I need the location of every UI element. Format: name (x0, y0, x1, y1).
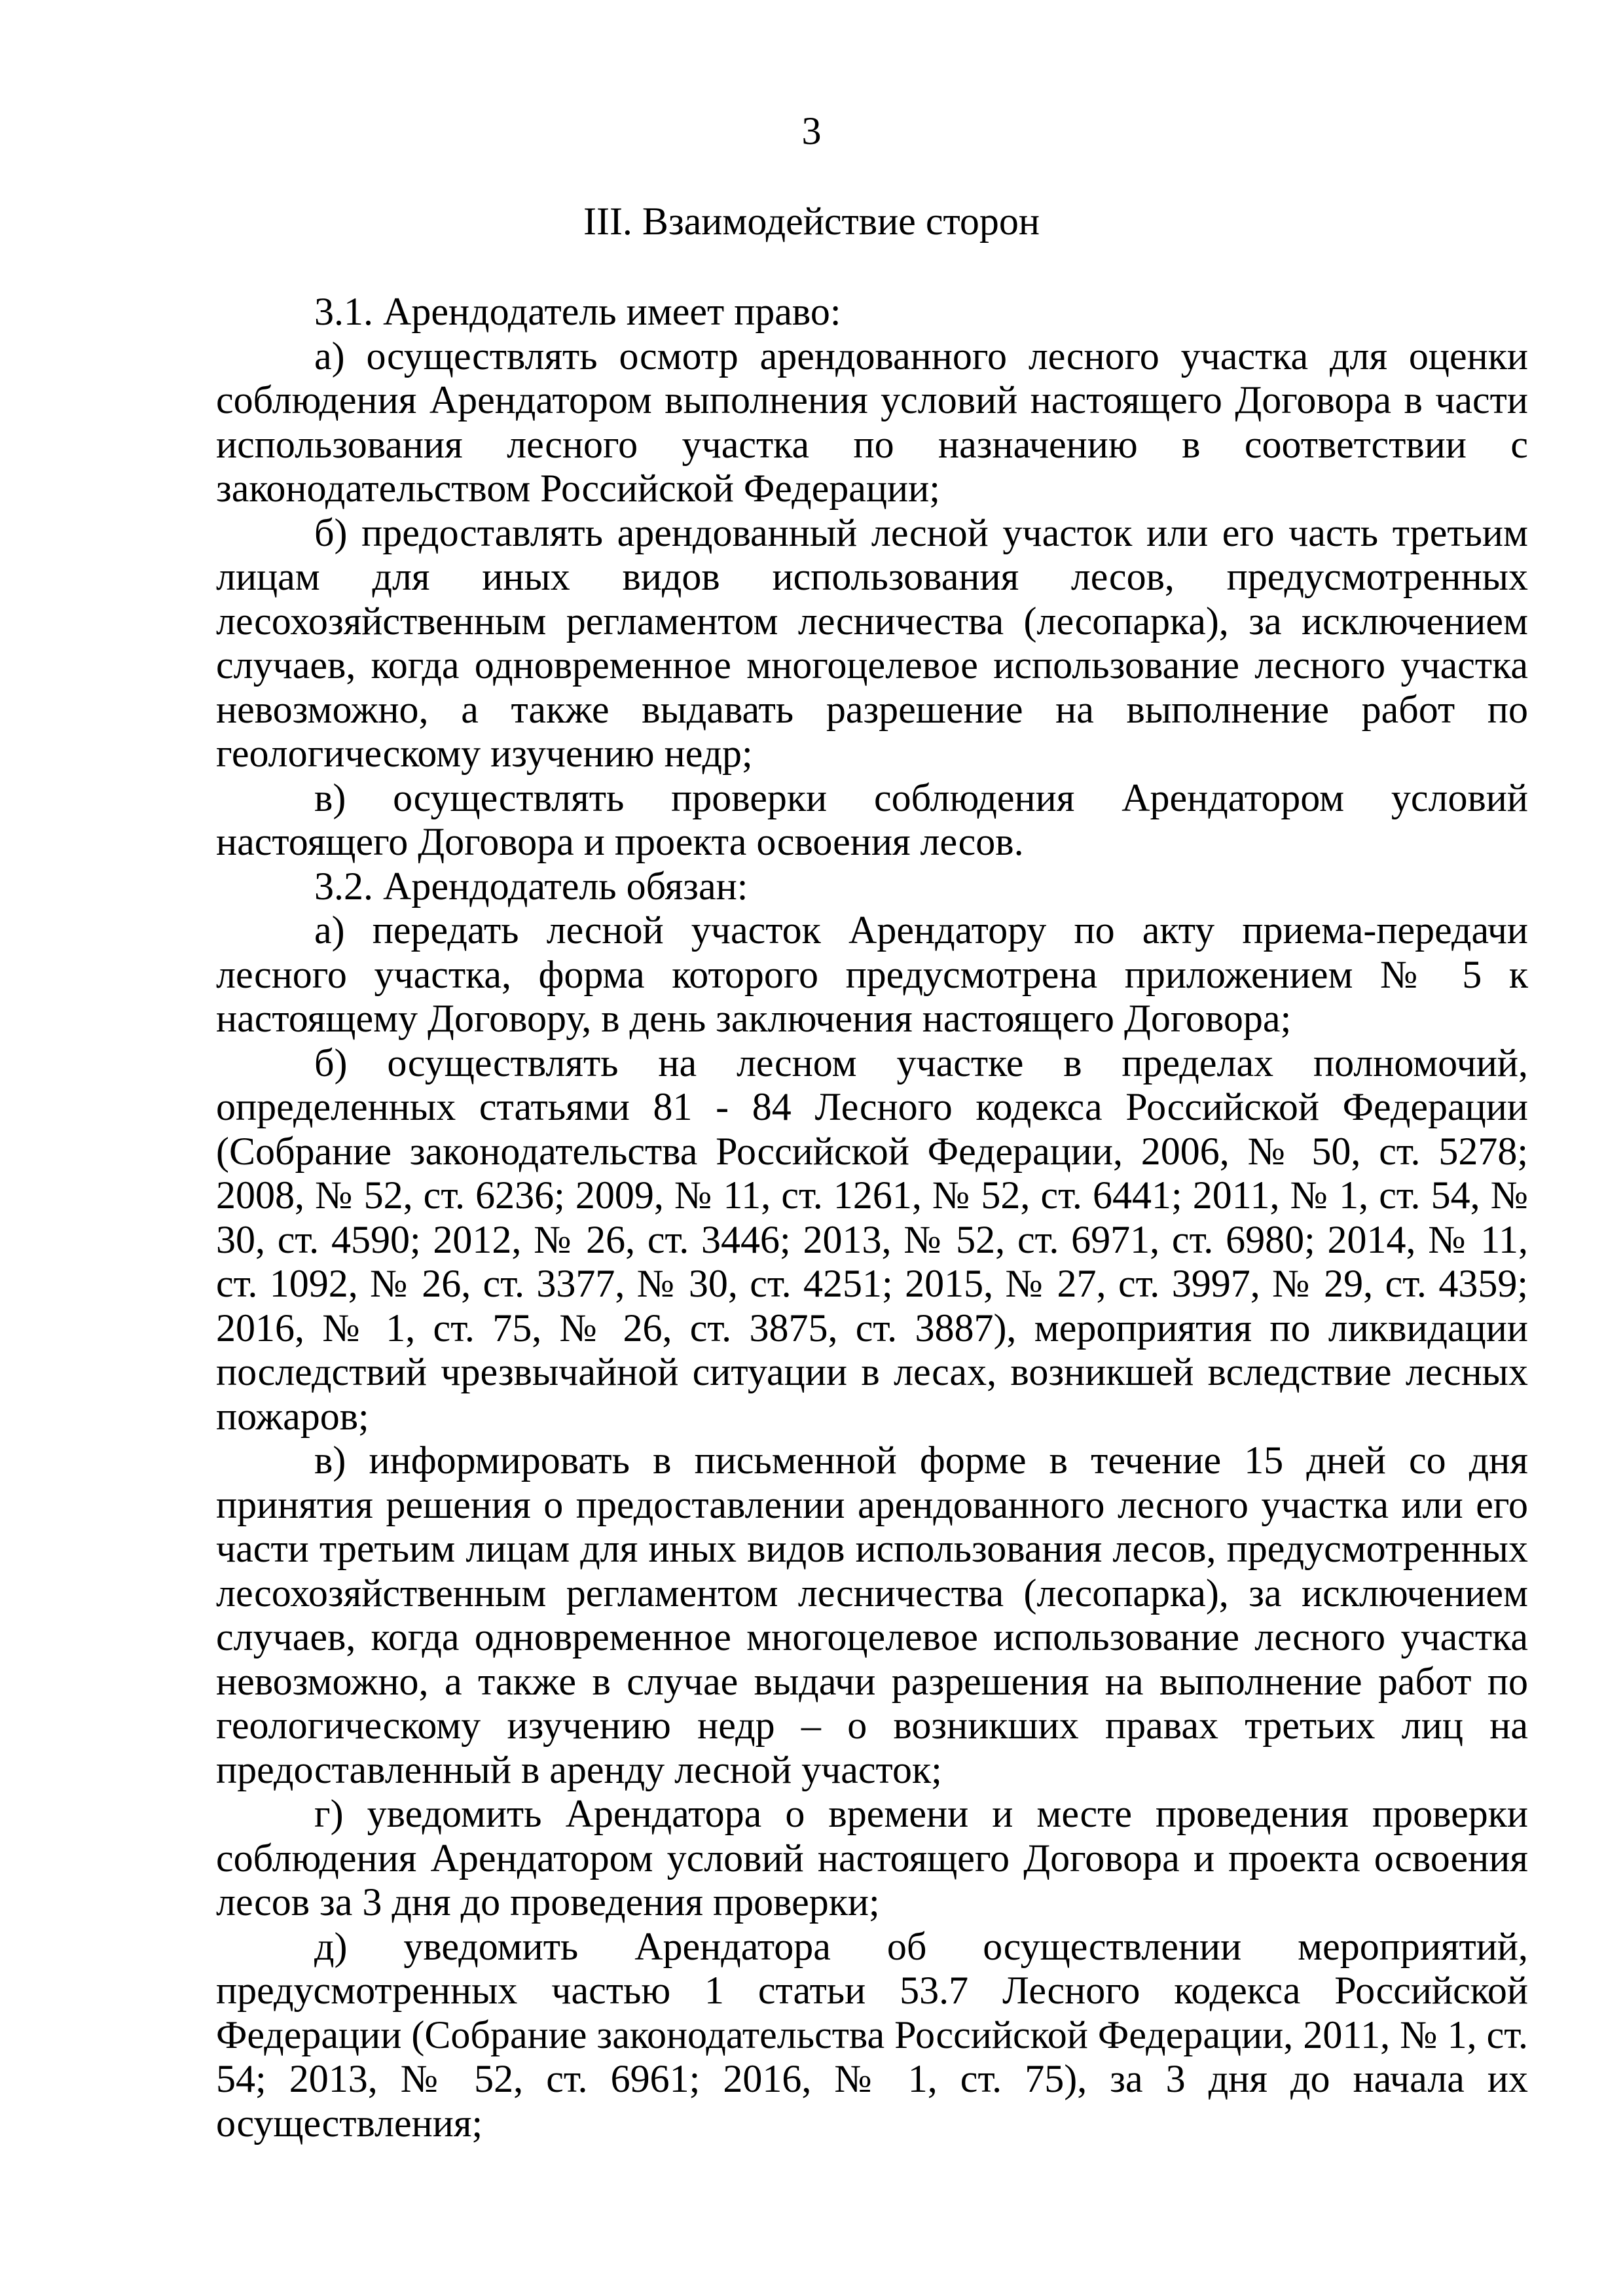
paragraph-3-2-b: б) осуществлять на лесном участке в пределах полномочий, определенных статьями 81 - 84 Лесного кодекса Российской Федерации (Собрание законодательства Российской Федерации, 2006, № 50, ст. 5278; 2008, № 52, ст. 6236; 2009, № 11, ст. 1261, № 52, ст. 6441; 2011, № 1, ст. 54, № 30, ст. 4590; 2012, № 26, ст. 3446; 2013, № 52, ст. 6971, ст. 6980; 2014, № 11, ст. 1092, № 26, ст. 3377, № 30, ст. 4251; 2015, № 27, ст. 3997, № 29, ст. 4359; 2016, № 1, ст. 75, № 26, ст. 3875, ст. 3887), мероприятия по ликвидации последствий чрезвычайной ситуации в лесах, возникшей вследствие лесных пожаров; (216, 1041, 1528, 1438)
paragraph-3-1-b: б) предоставлять арендованный лесной участок или его часть третьим лицам для иных видов использования лесов, предусмотренных лесохозяйственным регламентом лесничества (лесопарка), за исключением случаев, когда одновременное многоцелевое использование лесного участка невозможно, а также выдавать разрешение на выполнение работ по геологическому изучению недр; (216, 511, 1528, 775)
section-title: III. Взаимодействие сторон (583, 200, 1040, 243)
document-body (216, 290, 1528, 2145)
page-number: 3 (801, 109, 822, 152)
paragraph-3-1-v: в) осуществлять проверки соблюдения Арендатором условий настоящего Договора и проекта освоения лесов. (216, 776, 1528, 863)
paragraph-3-2-g: г) уведомить Арендатора о времени и месте проведения проверки соблюдения Арендатором условий настоящего Договора и проекта освоения лесов за 3 дня до проведения проверки; (216, 1792, 1528, 1924)
paragraph-3-2-v: в) информировать в письменной форме в течение 15 дней со дня принятия решения о предоставлении арендованного лесного участка или его части третьим лицам для иных видов использования лесов, предусмотренных лесохозяйственным регламентом лесничества (лесопарка), за исключением случаев, когда одновременное многоцелевое использование лесного участка невозможно, а также в случае выдачи разрешения на выполнение работ по геологическому изучению недр – о возникших правах третьих лиц на предоставленный в аренду лесной участок; (216, 1439, 1528, 1791)
paragraph-3-2-d: д) уведомить Арендатора об осуществлении мероприятий, предусмотренных частью 1 статьи 53.7 Лесного кодекса Российской Федерации (Собрание законодательства Российской Федерации, 2011, № 1, ст. 54; 2013, № 52, ст. 6961; 2016, № 1, ст. 75), за 3 дня до начала их осуществления; (216, 1924, 1528, 2145)
paragraph-3-1: 3.1. Арендодатель имеет право: (314, 290, 841, 333)
paragraph-3-2-a: а) передать лесной участок Арендатору по акту приема-передачи лесного участка, форма которого предусмотрена приложением № 5 к настоящему Договору, в день заключения настоящего Договора; (216, 908, 1528, 1040)
paragraph-3-1-a: а) осуществлять осмотр арендованного лесного участка для оценки соблюдения Арендатором выполнения условий настоящего Договора в части использования лесного участка по назначению в соответствии с законодательством Российской Федерации; (216, 334, 1528, 510)
paragraph-3-2: 3.2. Арендодатель обязан: (314, 864, 748, 908)
